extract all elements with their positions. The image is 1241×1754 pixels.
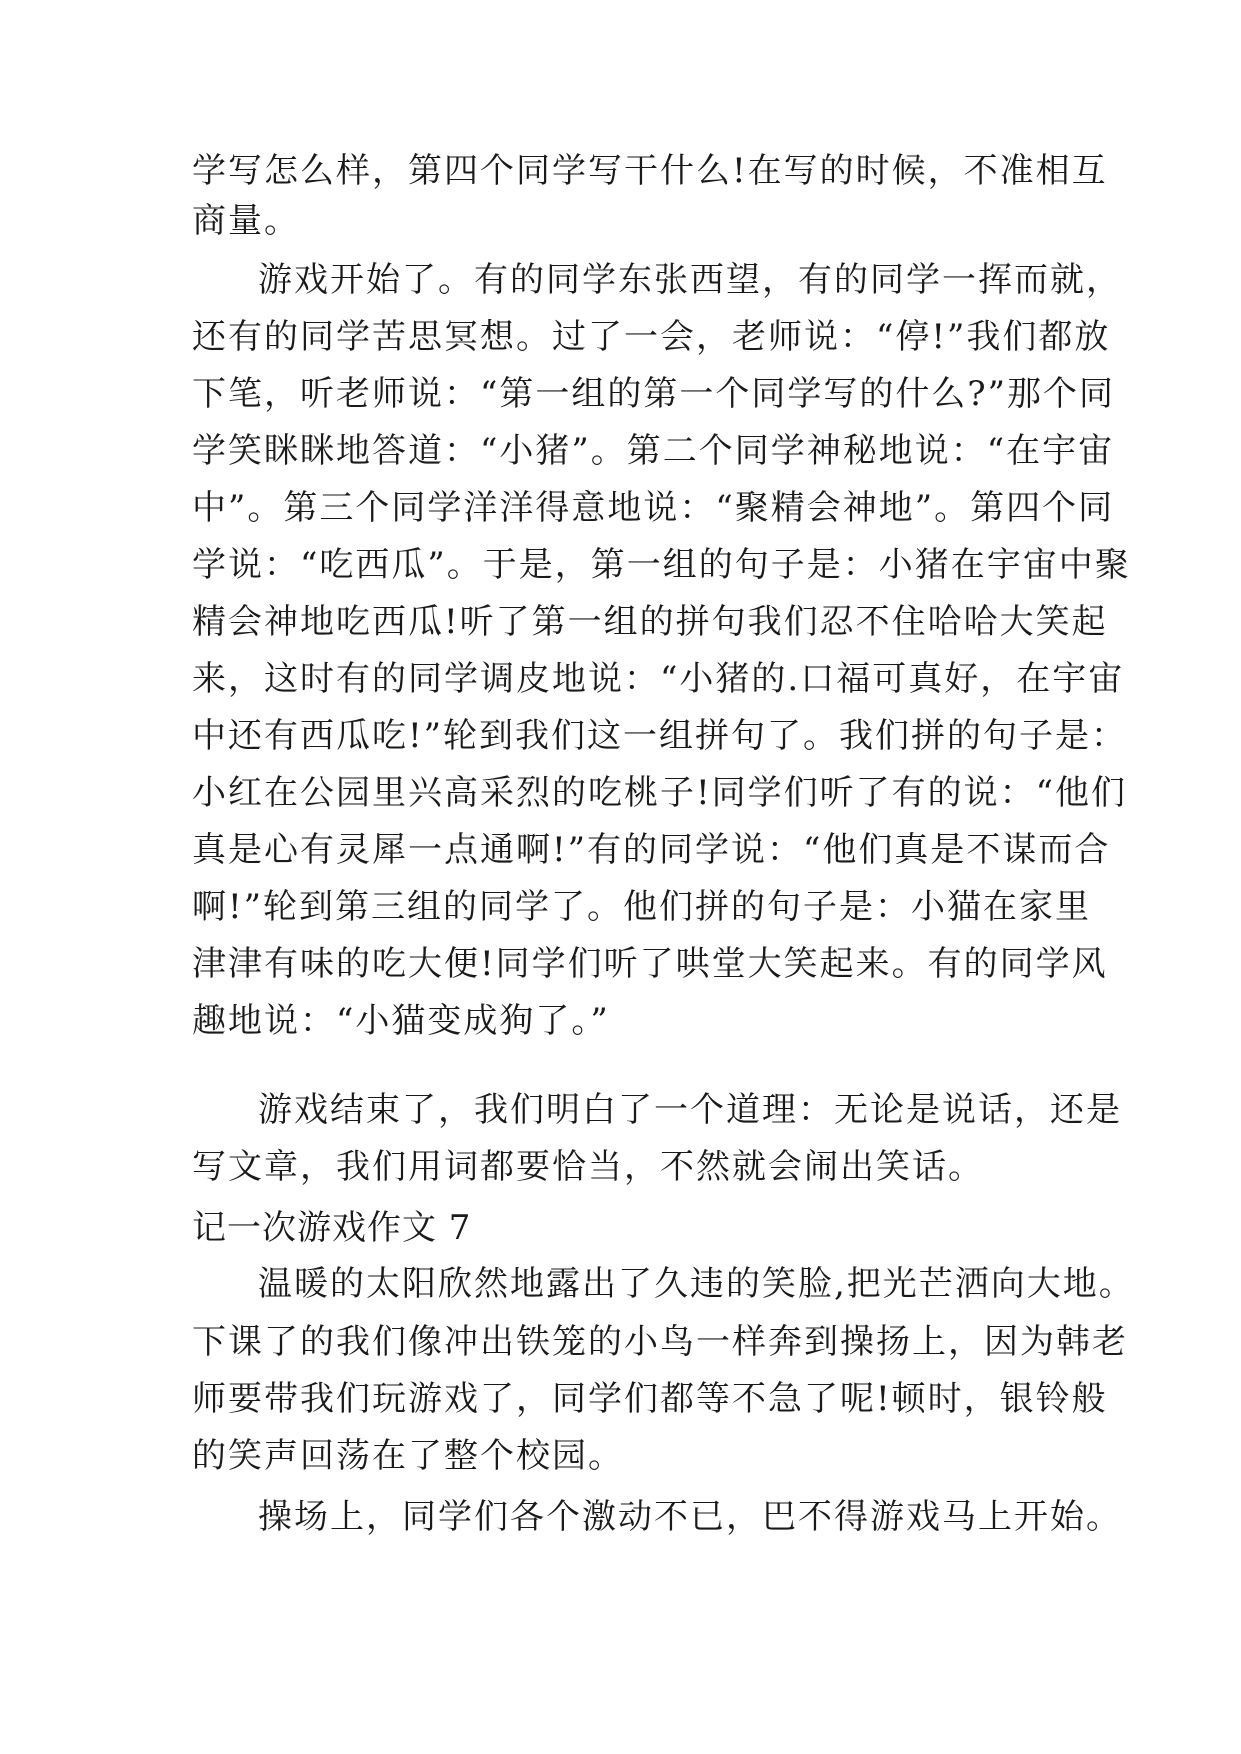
paragraph-line: 精会神地吃西瓜!听了第一组的拼句我们忍不住哈哈大笑起 <box>192 602 1108 642</box>
paragraph-line: 商量。 <box>192 201 300 241</box>
paragraph-line: 操场上，同学们各个激动不已，巴不得游戏马上开始。 <box>258 1497 1122 1537</box>
paragraph-line: 中还有西瓜吃!”轮到我们这一组拼句了。我们拼的句子是： <box>192 716 1128 756</box>
paragraph-line: 学说：“吃西瓜”。于是，第一组的句子是：小猪在宇宙中聚 <box>192 545 1131 585</box>
paragraph-line: 来，这时有的同学调皮地说：“小猪的.口福可真好，在宇宙 <box>192 659 1125 699</box>
paragraph-line: 的笑声回荡在了整个校园。 <box>192 1436 624 1476</box>
paragraph-line: 游戏结束了，我们明白了一个道理：无论是说话，还是 <box>258 1090 1122 1130</box>
paragraph-line: 趣地说：“小猫变成狗了。” <box>192 1001 610 1041</box>
paragraph-line: 游戏开始了。有的同学东张西望，有的同学一挥而就， <box>258 260 1122 300</box>
paragraph-line: 津津有味的吃大便!同学们听了哄堂大笑起来。有的同学风 <box>192 944 1108 984</box>
paragraph-line: 还有的同学苦思冥想。过了一会，老师说：“停!”我们都放 <box>192 317 1111 357</box>
paragraph-line: 啊!”轮到第三组的同学了。他们拼的句子是：小猫在家里 <box>192 887 1092 927</box>
paragraph-line: 真是心有灵犀一点通啊!”有的同学说：“他们真是不谋而合 <box>192 830 1111 870</box>
paragraph-line: 下课了的我们像冲出铁笼的小鸟一样奔到操扬上，因为韩老 <box>192 1322 1128 1362</box>
paragraph-line: 小红在公园里兴高采烈的吃桃子!同学们听了有的说：“他们 <box>192 773 1128 813</box>
paragraph-line: 温暖的太阳欣然地露出了久违的笑脸,把光芒洒向大地。 <box>258 1264 1135 1304</box>
section-heading: 记一次游戏作文 7 <box>192 1208 472 1248</box>
paragraph-line: 下笔，听老师说：“第一组的第一个同学写的什么?”那个同 <box>192 374 1115 414</box>
paragraph-line: 师要带我们玩游戏了，同学们都等不急了呢!顿时，银铃般 <box>192 1379 1108 1419</box>
paragraph-line: 学写怎么样，第四个同学写干什么!在写的时候，不准相互 <box>192 151 1108 191</box>
paragraph-line: 中”。第三个同学洋洋得意地说：“聚精会神地”。第四个同 <box>192 488 1115 528</box>
paragraph-line: 写文章，我们用词都要恰当，不然就会闹出笑话。 <box>192 1147 984 1187</box>
paragraph-line: 学笑眯眯地答道：“小猪”。第二个同学神秘地说：“在宇宙 <box>192 431 1115 471</box>
